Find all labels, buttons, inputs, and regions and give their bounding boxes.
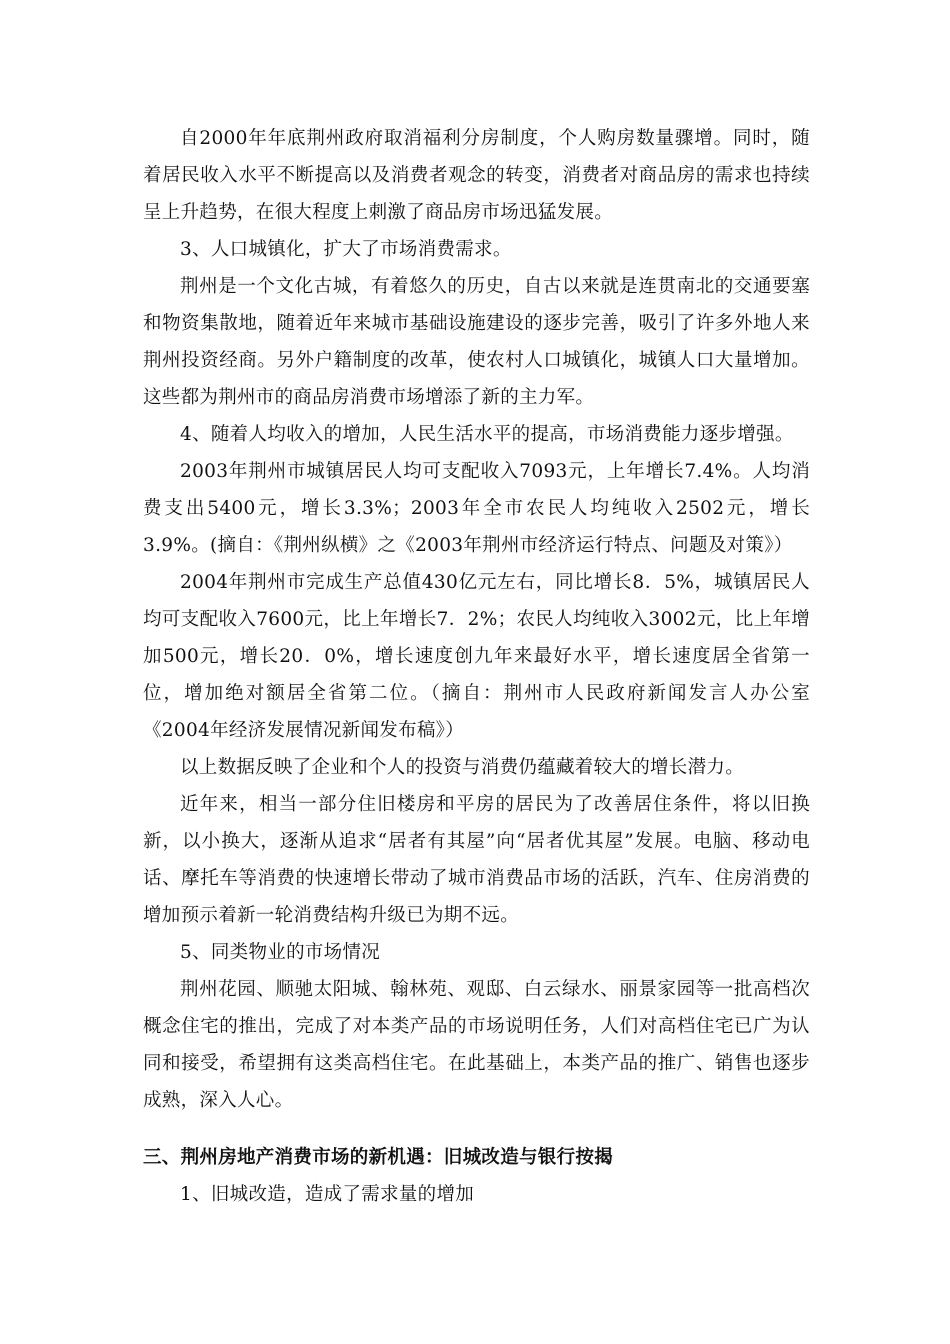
paragraph-2003-statistics: 2003年荆州市城镇居民人均可支配收入7093元，上年增长7.4%。人均消费支出5400元，增长3.3%；2003年全市农民人均纯收入2502元，增长3.9%。(摘自：《荆州纵横》之《2003年荆州市经济运行特点、问题及对策》） <box>143 461 810 556</box>
paragraph-high-end-housing: 荆州花园、顺驰太阳城、翰林苑、观邸、白云绿水、丽景家园等一批高档次概念住宅的推出，完成了对本类产品的市场说明任务，人们对高档住宅已广为认同和接受，希望拥有这类高档住宅。在此基础上，本类产品的推广、销售也逐步成熟，深入人心。 <box>143 979 810 1111</box>
paragraph-2004-statistics: 2004年荆州市完成生产总值430亿元左右，同比增长8．5%，城镇居民人均可支配收入7600元，比上年增长7．2%；农民人均纯收入3002元，比上年增加500元，增长20．0%，增长速度创九年来最好水平，增长速度居全省第一位，增加绝对额居全省第二位。（摘自：荆州市人民政府新闻发言人办公室《2004年经济发展情况新闻发布稿》） <box>143 572 810 741</box>
paragraph-market-title: 5、同类物业的市场情况 <box>180 942 381 963</box>
subsection-title: 1、旧城改造，造成了需求量的增加 <box>180 1184 475 1205</box>
paragraph-upgrade-trend: 近年来，相当一部分住旧楼房和平房的居民为了改善居住条件，将以旧换新，以小换大，逐渐从追求“居者有其屋”向“居者优其屋”发展。电脑、移动电话、摩托车等消费的快速增长带动了城市消费品市场的活跃，汽车、住房消费的增加预示着新一轮消费结构升级已为期不远。 <box>143 794 810 926</box>
paragraph-income-title: 4、随着人均收入的增加，人民生活水平的提高，市场消费能力逐步增强。 <box>180 424 794 445</box>
paragraph-jingzhou-history: 荆州是一个文化古城，有着悠久的历史，自古以来就是连贯南北的交通要塞和物资集散地，随着近年来城市基础设施建设的逐步完善，吸引了许多外地人来荆州投资经商。另外户籍制度的改革，使农村人口城镇化，城镇人口大量增加。这些都为荆州市的商品房消费市场增添了新的主力军。 <box>143 276 810 408</box>
section-heading: 三、荆州房地产消费市场的新机遇：旧城改造与银行按揭 <box>143 1147 614 1168</box>
paragraph-urbanization-title: 3、人口城镇化，扩大了市场消费需求。 <box>180 239 512 260</box>
paragraph-housing-reform: 自2000年年底荆州政府取消福利分房制度，个人购房数量骤增。同时，随着居民收入水平不断提高以及消费者观念的转变，消费者对商品房的需求也持续呈上升趋势，在很大程度上刺激了商品房市场迅猛发展。 <box>143 128 810 223</box>
paragraph-growth-potential: 以上数据反映了企业和个人的投资与消费仍蕴藏着较大的增长潜力。 <box>180 757 745 778</box>
